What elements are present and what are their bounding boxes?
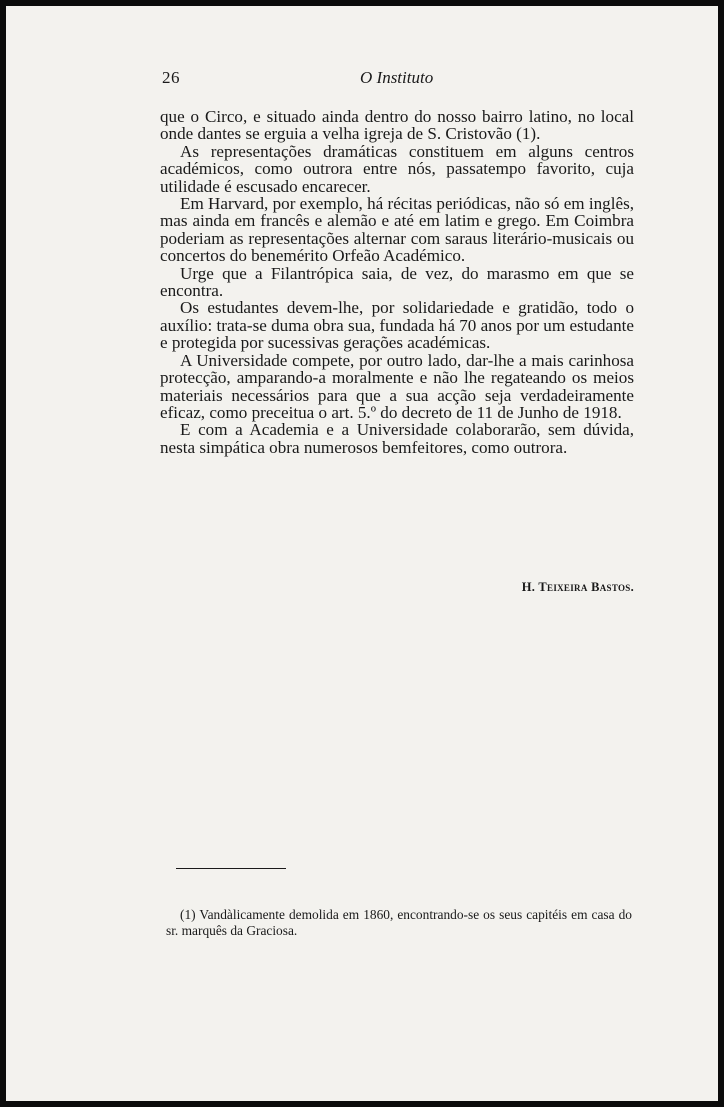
page — [6, 6, 718, 1101]
article-body — [160, 108, 634, 456]
paragraph: Urge que a Filantrópica saia, de vez, do marasmo em que se encontra. — [160, 263, 634, 301]
footnote: (1) Vandàlicamente demolida em 1860, encontrando-se os seus capitéis em casa do sr. marquês da Graciosa. — [166, 907, 632, 939]
signature-initial: H. T — [521, 580, 548, 594]
paragraph: As representações dramáticas constituem em alguns centros académicos, como outrora entre nós, passatempo favorito, cuja utilidade é escusado encarecer. — [160, 141, 634, 196]
signature-last-initial: B — [591, 580, 600, 594]
paragraph: Os estudantes devem-lhe, por solidariedade e gratidão, todo o auxílio: trata-se duma obra sua, fundada há 70 anos por um estudante e protegida por sucessivas gerações académicas. — [160, 298, 634, 353]
page-number: 26 — [162, 68, 180, 87]
author-signature — [476, 580, 634, 595]
page-header — [162, 68, 632, 92]
paragraph: E com a Academia e a Universidade colaborarão, sem dúvida, nesta simpática obra numerosos bemfeitores, como outrora. — [160, 420, 634, 457]
paragraph: A Universidade compete, por outro lado, dar-lhe a mais carinhosa protecção, amparando-a moralmente e não lhe regateando os meios materiais necessários para que a sua acção seja verdadeiramente eficaz, como preceitua o art. 5.º do decreto de 11 de Junho de 1918. — [160, 350, 634, 422]
paragraph: que o Circo, e situado ainda dentro do nosso bairro latino, no local onde dantes se erguia a velha igreja de S. Cristovão (1). — [160, 107, 634, 144]
signature-last-name: astos. — [599, 580, 634, 594]
running-title: O Instituto — [360, 68, 434, 87]
footnote-divider — [176, 868, 286, 869]
paragraph: Em Harvard, por exemplo, há récitas periódicas, não só em inglês, mas ainda em francês e alemão e até em latim e grego. Em Coimbra poderiam as representações alternar com saraus literário-musicais ou concertos do benemérito Orfeão Académico. — [160, 194, 634, 266]
signature-first-name: eixeira — [547, 580, 588, 594]
